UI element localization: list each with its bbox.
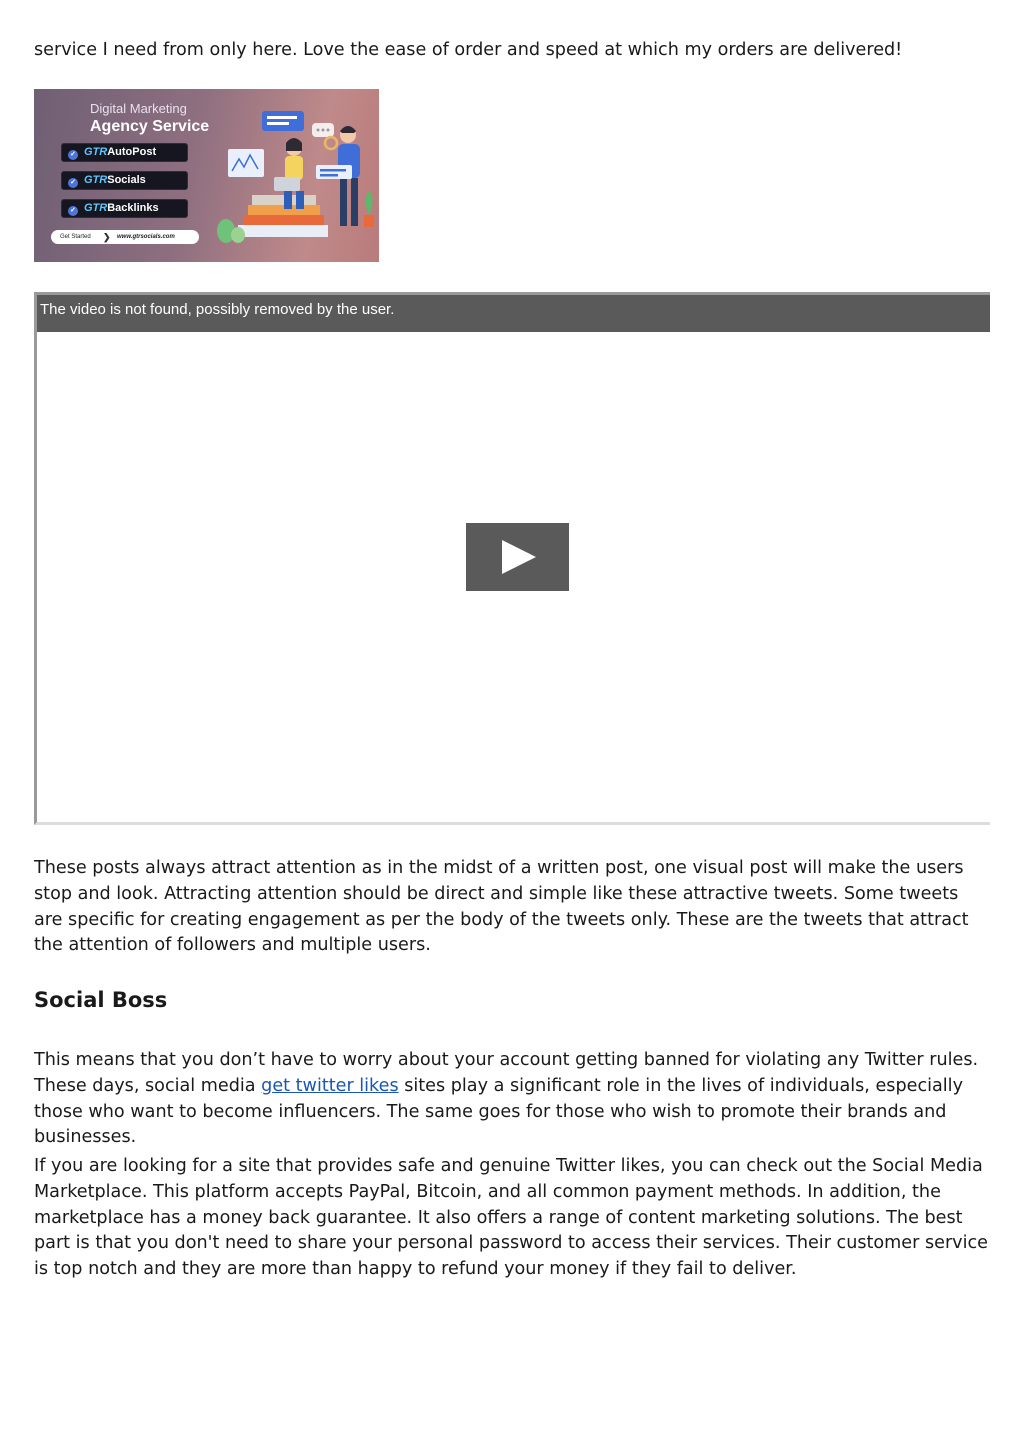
paragraph-marketplace: If you are looking for a site that provides safe and genuine Twitter likes, you can check out the Social Media Marketplace. This platform accepts PayPal, Bitcoin, and all common payment methods. In addition, the marketplace has a money back guarantee. It also offers a range of content marketing solutions. The best part is that you don't need to share your personal password to access their services. Their customer service is top notch and they are more than happy to refund your money if they fail to deliver. [34, 1156, 988, 1280]
promo-pill-autopost [61, 143, 188, 162]
intro-paragraph: service I need from only here. Love the ease of order and speed at which my orders are delivered! [34, 40, 903, 60]
brand-logo: GTR [84, 146, 108, 158]
play-button[interactable] [466, 523, 569, 591]
pill-label: AutoPost [107, 146, 157, 158]
video-error-bar: The video is not found, possibly removed by the user. [37, 295, 990, 332]
promo-pill-backlinks [61, 199, 188, 218]
promo-line-2: Agency Service [90, 118, 210, 135]
play-icon [502, 540, 536, 574]
paragraph-text-after: sites play a significant role in the lives of individuals, especially those who want to become influencers. The same goes for those who wish to promote their brands and businesses. [34, 1075, 963, 1148]
get-twitter-likes-link[interactable]: get twitter likes [261, 1075, 399, 1096]
video-embed[interactable] [34, 292, 990, 825]
paragraph-attention: These posts always attract attention as in the midst of a written post, one visual post will make the users stop and look. Attracting attention should be direct and simple like these attractive tweets. Some tweets are specific for creating engagement as per the body of the tweets only. These are the tweets that attract the attention of followers and multiple users. [34, 858, 969, 956]
paragraph-twitter-rules [34, 1048, 990, 1151]
chevron-right-icon: ❯ [103, 232, 111, 242]
check-icon: ✓ [68, 150, 78, 160]
check-icon: ✓ [68, 178, 78, 188]
promo-url: www.gtrsocials.com [117, 234, 175, 240]
paragraph-text-before: This means that you don’t have to worry about your account getting banned for violating any Twitter rules. These days, social media [34, 1050, 979, 1096]
promo-line-1: Digital Marketing [90, 101, 187, 116]
promo-cta-label: Get Started [60, 234, 91, 240]
promo-banner-image [34, 89, 379, 262]
pill-label: Backlinks [107, 202, 159, 214]
promo-pill-socials [61, 171, 188, 190]
brand-logo: GTR [84, 174, 108, 186]
brand-logo: GTR [84, 202, 108, 214]
promo-cta-bar [51, 230, 199, 244]
section-heading: Social Boss [34, 988, 168, 1012]
people-illustration [214, 103, 379, 258]
check-icon: ✓ [68, 206, 78, 216]
pill-label: Socials [107, 174, 146, 186]
